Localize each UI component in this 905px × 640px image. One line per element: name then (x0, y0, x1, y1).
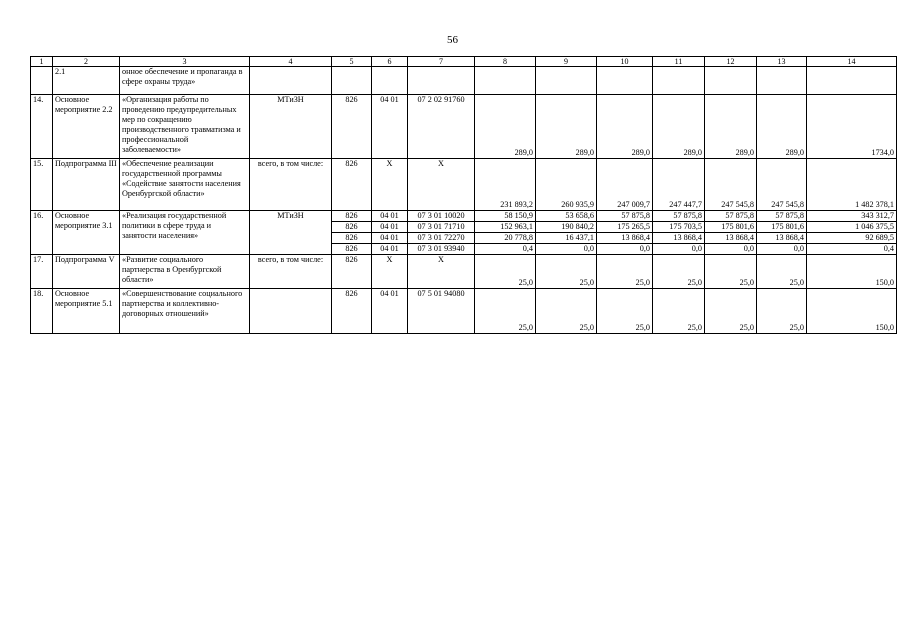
cell-value-9: 0,0 (536, 244, 597, 255)
cell-value-8: 0,4 (475, 244, 536, 255)
cell-csr: 07 2 02 91760 (408, 95, 475, 159)
cell-value-9: 289,0 (536, 95, 597, 159)
row-executor: МТиЗН (250, 95, 332, 159)
cell-value-12: 247 545,8 (705, 159, 757, 211)
cell-value-14: 150,0 (807, 289, 897, 334)
cell-value-13: 57 875,8 (757, 211, 807, 222)
cell-csr: X (408, 159, 475, 211)
cell-value-9: 53 658,6 (536, 211, 597, 222)
cell-value-11: 247 447,7 (653, 159, 705, 211)
cell-value-11: 289,0 (653, 95, 705, 159)
table-row (31, 159, 897, 211)
cell-value-13: 289,0 (757, 95, 807, 159)
column-header: 12 (705, 57, 757, 67)
row-executor (250, 289, 332, 334)
row-title: «Организация работы по проведению предупредительных мер по сокращению производственного травматизма и профессиональной заболеваемости» (120, 95, 250, 159)
cell-rz-pr: X (372, 159, 408, 211)
cell-value-14: 92 689,5 (807, 233, 897, 244)
column-header: 3 (120, 57, 250, 67)
row-number (31, 67, 53, 95)
cell-value-9: 25,0 (536, 289, 597, 334)
cell-value-12: 25,0 (705, 289, 757, 334)
table-row (31, 211, 897, 222)
cell-value-8: 58 150,9 (475, 211, 536, 222)
cell-value-13: 0,0 (757, 244, 807, 255)
cell-grbs: 826 (332, 211, 372, 222)
row-title: онное обеспечение и пропаганда в сфере охраны труда» (120, 67, 250, 95)
cell-value-8: 289,0 (475, 95, 536, 159)
column-header: 5 (332, 57, 372, 67)
row-title: «Совершенствование социального партнерства и коллективно-договорных отношений» (120, 289, 250, 334)
cell-rz-pr: 04 01 (372, 233, 408, 244)
column-header: 14 (807, 57, 897, 67)
row-title: «Реализация государственной политики в сфере труда и занятости населения» (120, 211, 250, 255)
cell-value-9: 16 437,1 (536, 233, 597, 244)
cell-value-12: 57 875,8 (705, 211, 757, 222)
cell-value-11: 25,0 (653, 255, 705, 289)
cell-value-13: 25,0 (757, 255, 807, 289)
cell-rz-pr: 04 01 (372, 222, 408, 233)
cell-value-10: 25,0 (597, 255, 653, 289)
row-executor: всего, в том числе: (250, 159, 332, 211)
cell-value-8: 25,0 (475, 255, 536, 289)
row-number: 17. (31, 255, 53, 289)
cell-value-8: 231 893,2 (475, 159, 536, 211)
cell-value-8: 20 778,8 (475, 233, 536, 244)
column-header: 13 (757, 57, 807, 67)
row-name: Подпрограмма V (53, 255, 120, 289)
column-header: 1 (31, 57, 53, 67)
cell-value-12: 25,0 (705, 255, 757, 289)
cell-value-12: 289,0 (705, 95, 757, 159)
cell-csr (408, 67, 475, 95)
page-number: 56 (447, 34, 458, 46)
row-number: 18. (31, 289, 53, 334)
cell-csr: 07 5 01 94080 (408, 289, 475, 334)
cell-value-13: 247 545,8 (757, 159, 807, 211)
cell-value-14: 1 046 375,5 (807, 222, 897, 233)
row-number: 16. (31, 211, 53, 255)
column-header: 8 (475, 57, 536, 67)
cell-value-8: 152 963,1 (475, 222, 536, 233)
row-number: 15. (31, 159, 53, 211)
row-name: Подпрограмма III (53, 159, 120, 211)
cell-value-12: 175 801,6 (705, 222, 757, 233)
table-header (31, 57, 897, 67)
cell-grbs: 826 (332, 233, 372, 244)
table-row (31, 95, 897, 159)
cell-value-9: 260 935,9 (536, 159, 597, 211)
row-executor: МТиЗН (250, 211, 332, 255)
column-header: 9 (536, 57, 597, 67)
cell-value-12 (705, 67, 757, 95)
row-executor: всего, в том числе: (250, 255, 332, 289)
cell-csr: 07 3 01 93940 (408, 244, 475, 255)
column-header: 4 (250, 57, 332, 67)
cell-value-13 (757, 67, 807, 95)
cell-grbs: 826 (332, 289, 372, 334)
cell-grbs: 826 (332, 222, 372, 233)
cell-value-10: 25,0 (597, 289, 653, 334)
cell-value-13: 13 868,4 (757, 233, 807, 244)
column-header: 11 (653, 57, 705, 67)
row-title: «Обеспечение реализации государственной программы «Содействие занятости населения Оренбургской области» (120, 159, 250, 211)
row-name: 2.1 (53, 67, 120, 95)
cell-rz-pr (372, 67, 408, 95)
row-title: «Развитие социального партнерства в Оренбургской области» (120, 255, 250, 289)
cell-csr: 07 3 01 71710 (408, 222, 475, 233)
row-name: Основное мероприятие 5.1 (53, 289, 120, 334)
cell-csr: 07 3 01 72270 (408, 233, 475, 244)
cell-value-14: 150,0 (807, 255, 897, 289)
cell-value-11: 13 868,4 (653, 233, 705, 244)
cell-value-11: 175 703,5 (653, 222, 705, 233)
cell-value-10: 175 265,5 (597, 222, 653, 233)
cell-value-9: 25,0 (536, 255, 597, 289)
cell-value-12: 0,0 (705, 244, 757, 255)
column-header: 7 (408, 57, 475, 67)
cell-csr: X (408, 255, 475, 289)
cell-value-14 (807, 67, 897, 95)
cell-value-10: 57 875,8 (597, 211, 653, 222)
cell-grbs: 826 (332, 95, 372, 159)
cell-rz-pr: 04 01 (372, 211, 408, 222)
row-name: Основное мероприятие 3.1 (53, 211, 120, 255)
table-row (31, 255, 897, 289)
cell-value-9: 190 840,2 (536, 222, 597, 233)
cell-value-14: 1 482 378,1 (807, 159, 897, 211)
cell-rz-pr: 04 01 (372, 95, 408, 159)
cell-value-10 (597, 67, 653, 95)
cell-value-11: 57 875,8 (653, 211, 705, 222)
budget-table (30, 56, 897, 334)
cell-grbs (332, 67, 372, 95)
column-header: 10 (597, 57, 653, 67)
row-name: Основное мероприятие 2.2 (53, 95, 120, 159)
cell-value-14: 1734,0 (807, 95, 897, 159)
cell-value-10: 0,0 (597, 244, 653, 255)
cell-value-9 (536, 67, 597, 95)
cell-grbs: 826 (332, 255, 372, 289)
cell-value-8 (475, 67, 536, 95)
cell-csr: 07 3 01 10020 (408, 211, 475, 222)
cell-value-13: 25,0 (757, 289, 807, 334)
cell-value-12: 13 868,4 (705, 233, 757, 244)
cell-value-13: 175 801,6 (757, 222, 807, 233)
cell-rz-pr: X (372, 255, 408, 289)
column-header: 2 (53, 57, 120, 67)
column-header: 6 (372, 57, 408, 67)
cell-value-10: 13 868,4 (597, 233, 653, 244)
table-row (31, 67, 897, 95)
row-number: 14. (31, 95, 53, 159)
row-executor (250, 67, 332, 95)
cell-value-8: 25,0 (475, 289, 536, 334)
cell-value-10: 247 009,7 (597, 159, 653, 211)
cell-value-11: 25,0 (653, 289, 705, 334)
cell-value-11 (653, 67, 705, 95)
cell-value-11: 0,0 (653, 244, 705, 255)
cell-value-14: 0,4 (807, 244, 897, 255)
table-row (31, 289, 897, 334)
cell-value-14: 343 312,7 (807, 211, 897, 222)
cell-rz-pr: 04 01 (372, 244, 408, 255)
cell-rz-pr: 04 01 (372, 289, 408, 334)
cell-grbs: 826 (332, 244, 372, 255)
cell-value-10: 289,0 (597, 95, 653, 159)
cell-grbs: 826 (332, 159, 372, 211)
